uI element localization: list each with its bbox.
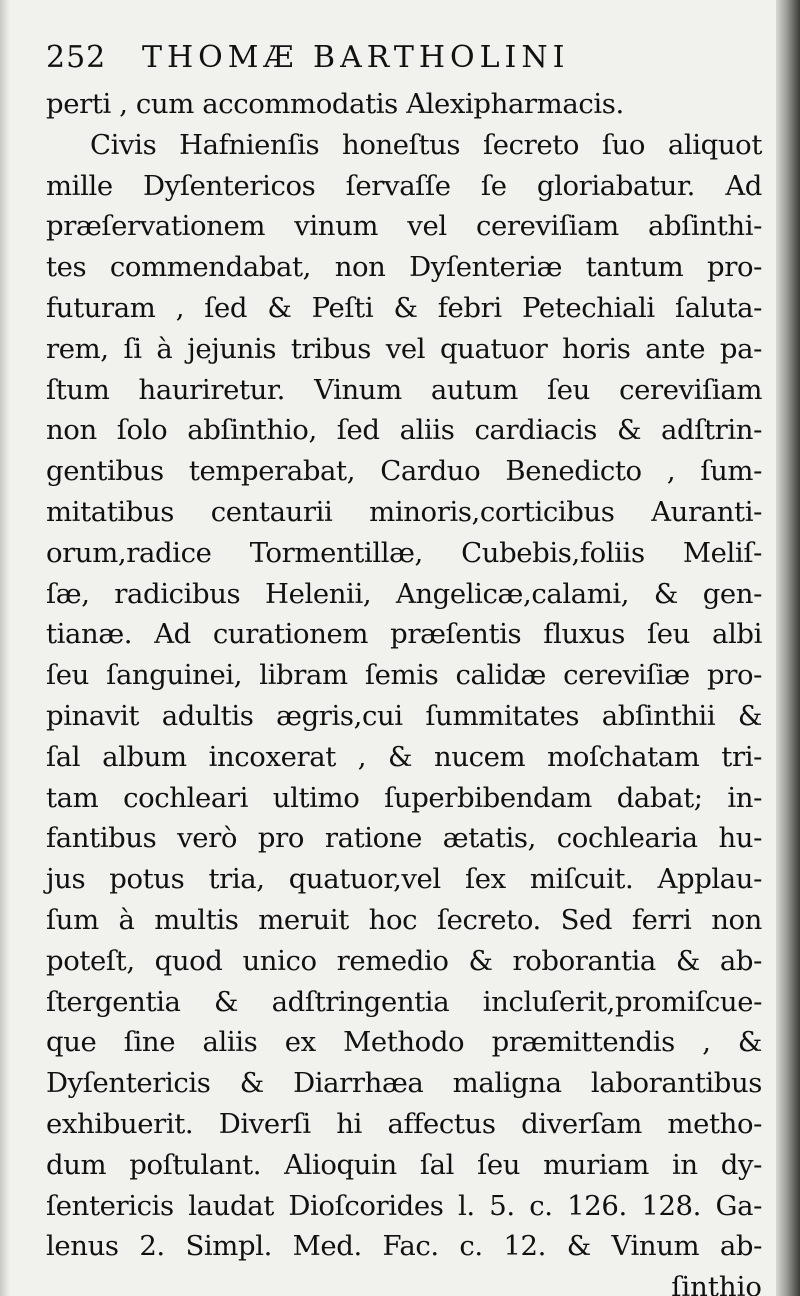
text-line: Dyſentericis & Diarrhæa maligna laborantibus xyxy=(46,1067,762,1100)
text-line: Civis Hafnienſis honeſtus ſecreto ſuo aliquot xyxy=(90,128,762,161)
page-header xyxy=(46,40,762,84)
text-line: futuram , ſed & Peſti & febri Petechiali ſaluta- xyxy=(46,291,762,324)
page-gutter-shadow xyxy=(0,0,10,1296)
text-line: gentibus temperabat, Carduo Benedicto , ſum- xyxy=(46,455,762,488)
text-line: exhibuerit. Diverſi hi affectus diverſam metho- xyxy=(46,1107,762,1140)
catchword: ſinthio xyxy=(671,1271,762,1296)
text-line: lenus 2. Simpl. Med. Fac. c. 12. & Vinum ab- xyxy=(46,1230,762,1263)
text-line: pinavit adultis ægris,cui ſummitates abſinthii & xyxy=(46,699,762,732)
text-line: dum poſtulant. Alioquin ſal ſeu muriam in dy- xyxy=(46,1148,762,1181)
text-line: non ſolo abſinthio, ſed aliis cardiacis & adſtrin- xyxy=(46,414,762,447)
text-line: orum,radice Tormentillæ, Cubebis,foliis Meliſ- xyxy=(46,536,762,569)
text-block xyxy=(46,40,762,1296)
text-line: ſum à multis meruit hoc ſecreto. Sed ferri non xyxy=(46,903,762,936)
body-text xyxy=(46,84,762,1267)
text-line: rem, ſi à jejunis tribus vel quatuor horis ante pa- xyxy=(46,332,762,365)
text-line: ſæ, radicibus Helenii, Angelicæ,calami, & gen- xyxy=(46,577,762,610)
text-line: jus potus tria, quatuor,vel ſex miſcuit. Applau- xyxy=(46,863,762,896)
text-line: poteſt, quod unico remedio & roborantia & ab- xyxy=(46,944,762,977)
text-line: ſal album incoxerat , & nucem moſchatam tri- xyxy=(46,740,762,773)
running-head: THOMÆ BARTHOLINI xyxy=(142,40,570,75)
text-line: tianæ. Ad curationem præſentis fluxus ſeu albi xyxy=(46,618,762,651)
text-line: perti , cum accommodatis Alexipharmacis. xyxy=(46,88,624,120)
text-line: ſtum hauriretur. Vinum autum ſeu cereviſiam xyxy=(46,373,762,406)
text-line: mitatibus centaurii minoris,corticibus Auranti- xyxy=(46,495,762,528)
text-line: præſervationem vinum vel cereviſiam abſinthi- xyxy=(46,210,762,243)
text-line: ſtergentia & adſtringentia incluſerit,promiſcue- xyxy=(46,985,762,1018)
text-line: ſeu ſanguinei, libram ſemis calidæ cereviſiæ pro- xyxy=(46,659,762,692)
text-line: tam cochleari ultimo ſuperbibendam dabat; in- xyxy=(46,781,762,814)
text-line: mille Dyſentericos ſervaſſe ſe gloriabatur. Ad xyxy=(46,169,762,202)
page-edge-shadow xyxy=(776,0,800,1296)
text-line: fantibus verò pro ratione ætatis, cochlearia hu- xyxy=(46,822,762,855)
text-line: que ſine aliis ex Methodo præmittendis , & xyxy=(46,1026,762,1059)
text-line: tes commendabat, non Dyſenteriæ tantum pro- xyxy=(46,251,762,284)
page-number: 252 xyxy=(46,40,107,75)
text-line: ſentericis laudat Dioſcorides l. 5. c. 126. 128. Ga- xyxy=(46,1189,762,1222)
